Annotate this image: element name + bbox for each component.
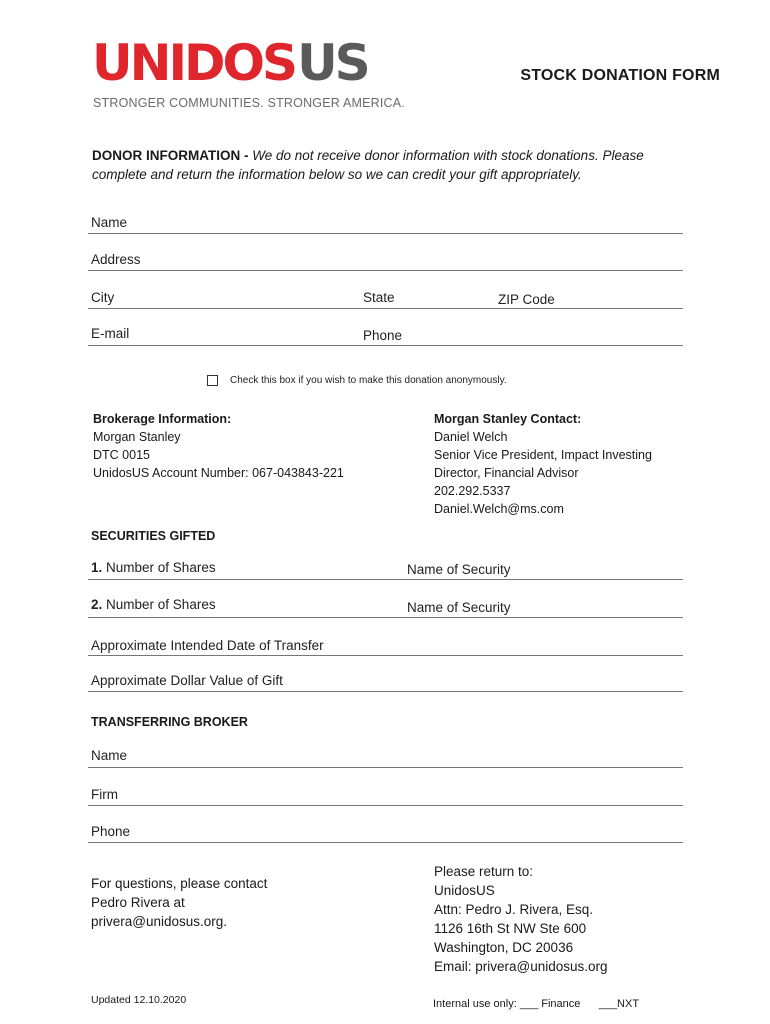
email-phone-line[interactable] — [88, 345, 683, 346]
questions-line: Pedro Rivera at — [91, 895, 185, 910]
shares-label: Number of Shares — [106, 597, 216, 612]
return-line: 1126 16th St NW Ste 600 — [434, 921, 587, 936]
shares-label: Number of Shares — [106, 560, 216, 575]
broker-name-line[interactable] — [88, 767, 683, 768]
security-row-2 — [91, 597, 216, 612]
city-field-label: City — [91, 290, 115, 305]
email-field-label: E-mail — [91, 326, 130, 341]
city-state-zip-line[interactable] — [88, 308, 683, 309]
broker-phone-line[interactable] — [88, 842, 683, 843]
address-field-label: Address — [91, 252, 141, 267]
contact-info — [434, 410, 652, 518]
unidosus-logo — [92, 34, 368, 92]
dollar-value-label: Approximate Dollar Value of Gift — [91, 673, 283, 688]
donor-info-instructions: We do not receive donor information with stock donations. Please complete and return the information below so we can credit your gift appropriately. — [92, 148, 644, 182]
donor-info-intro — [92, 146, 692, 184]
security-row-1-line[interactable] — [88, 579, 683, 580]
questions-line: For questions, please contact — [91, 876, 268, 891]
name-field-label: Name — [91, 215, 128, 230]
broker-name-label: Name — [91, 748, 128, 763]
name-field-line[interactable] — [88, 233, 683, 234]
state-field-label: State — [363, 290, 395, 305]
contact-line: Director, Financial Advisor — [434, 466, 579, 480]
return-line: UnidosUS — [434, 883, 495, 898]
return-line: Washington, DC 20036 — [434, 940, 574, 955]
internal-use-note: Internal use only: ___ Finance ___NXT — [433, 998, 640, 1010]
broker-phone-label: Phone — [91, 824, 131, 839]
security-name-label: Name of Security — [407, 562, 511, 577]
return-line: Attn: Pedro J. Rivera, Esq. — [434, 902, 594, 917]
transfer-date-line[interactable] — [88, 655, 683, 656]
address-field-line[interactable] — [88, 270, 683, 271]
dollar-value-line[interactable] — [88, 691, 683, 692]
brokerage-heading: Brokerage Information: — [93, 412, 232, 426]
security-name-label: Name of Security — [407, 600, 511, 615]
security-row-2-line[interactable] — [88, 617, 683, 618]
return-line: Please return to: — [434, 864, 534, 879]
brokerage-line: DTC 0015 — [93, 448, 150, 462]
updated-date: Updated 12.10.2020 — [91, 994, 187, 1006]
logo-us-text: US — [297, 34, 368, 92]
contact-line: 202.292.5337 — [434, 484, 511, 498]
return-address — [434, 862, 608, 976]
questions-email: privera@unidosus.org. — [91, 914, 228, 929]
return-email: Email: privera@unidosus.org — [434, 959, 608, 974]
anonymous-checkbox[interactable] — [207, 375, 218, 386]
transferring-broker-heading: TRANSFERRING BROKER — [91, 715, 248, 729]
brokerage-line: UnidosUS Account Number: 067-043843-221 — [93, 466, 344, 480]
anonymous-checkbox-label: Check this box if you wish to make this donation anonymously. — [230, 375, 507, 386]
security-row-1 — [91, 560, 216, 575]
tagline: STRONGER COMMUNITIES. STRONGER AMERICA. — [93, 96, 405, 110]
zip-field-label: ZIP Code — [498, 292, 555, 307]
broker-firm-label: Firm — [91, 787, 118, 802]
page-title: STOCK DONATION FORM — [520, 67, 720, 84]
logo-unidos-text: UNIDOS — [92, 34, 296, 92]
row-number: 2. — [91, 597, 103, 612]
transfer-date-label: Approximate Intended Date of Transfer — [91, 638, 324, 653]
brokerage-info — [93, 410, 344, 482]
contact-email: Daniel.Welch@ms.com — [434, 502, 564, 516]
brokerage-line: Morgan Stanley — [93, 430, 181, 444]
row-number: 1. — [91, 560, 103, 575]
contact-line: Senior Vice President, Impact Investing — [434, 448, 652, 462]
questions-contact — [91, 874, 267, 931]
phone-field-label: Phone — [363, 328, 403, 343]
donor-info-heading: DONOR INFORMATION - — [92, 148, 249, 163]
contact-heading: Morgan Stanley Contact: — [434, 412, 582, 426]
broker-firm-line[interactable] — [88, 805, 683, 806]
securities-heading: SECURITIES GIFTED — [91, 529, 216, 543]
contact-line: Daniel Welch — [434, 430, 508, 444]
